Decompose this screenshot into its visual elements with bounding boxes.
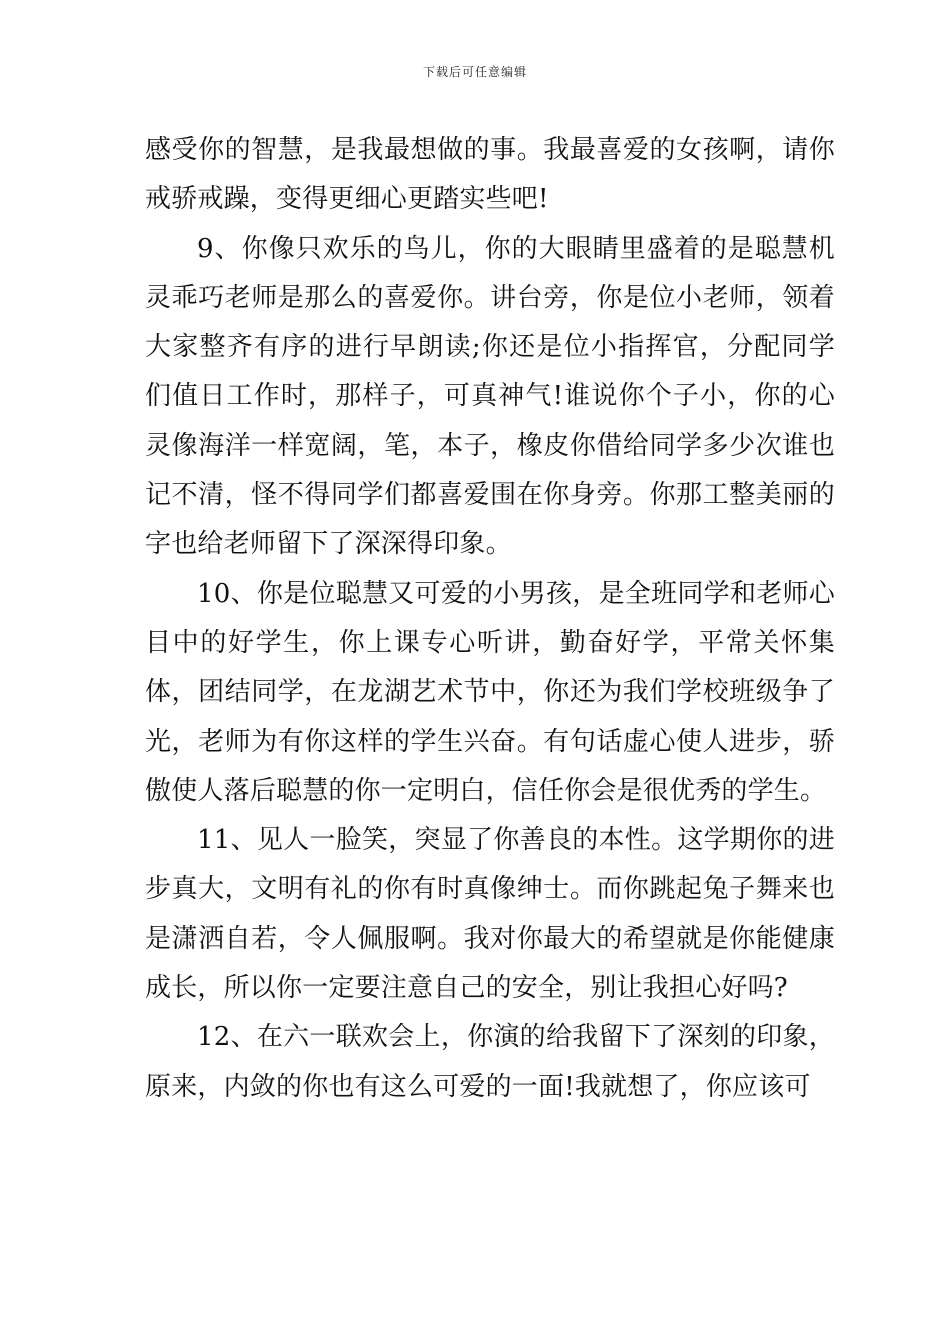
paragraph-item-9: 9、你像只欢乐的鸟儿，你的大眼睛里盛着的是聪慧机灵乖巧老师是那么的喜爱你。讲台旁，你是位小老师，领着大家整齐有序的进行早朗读;你还是位小指挥官，分配同学们值日工作时，那样子，可真神气!谁说你个子小，你的心灵像海洋一样宽阔，笔，本子，橡皮你借给同学多少次谁也记不清，怪不得同学们都喜爱围在你身旁。你那工整美丽的字也给老师留下了深深得印象。 <box>145 233 835 560</box>
document-body <box>145 126 835 1112</box>
paragraph-item-12: 12、在六一联欢会上，你演的给我留下了深刻的印象，原来，内敛的你也有这么可爱的一面!我就想了，你应该可 <box>145 1022 835 1102</box>
paragraph-continuation: 感受你的智慧，是我最想做的事。我最喜爱的女孩啊，请你戒骄戒躁，变得更细心更踏实些吧! <box>145 135 835 215</box>
page-header: 下载后可任意编辑 <box>422 65 527 79</box>
paragraph-item-10: 10、你是位聪慧又可爱的小男孩，是全班同学和老师心目中的好学生，你上课专心听讲，勤奋好学，平常关怀集体，团结同学，在龙湖艺术节中，你还为我们学校班级争了光，老师为有你这样的学生兴奋。有句话虚心使人进步，骄傲使人落后聪慧的你一定明白，信任你会是很优秀的学生。 <box>145 578 835 806</box>
paragraph-item-11: 11、见人一脸笑，突显了你善良的本性。这学期你的进步真大，文明有礼的你有时真像绅士。而你跳起兔子舞来也是潇洒自若，令人佩服啊。我对你最大的希望就是你能健康成长，所以你一定要注意自己的安全，别让我担心好吗? <box>145 825 835 1004</box>
